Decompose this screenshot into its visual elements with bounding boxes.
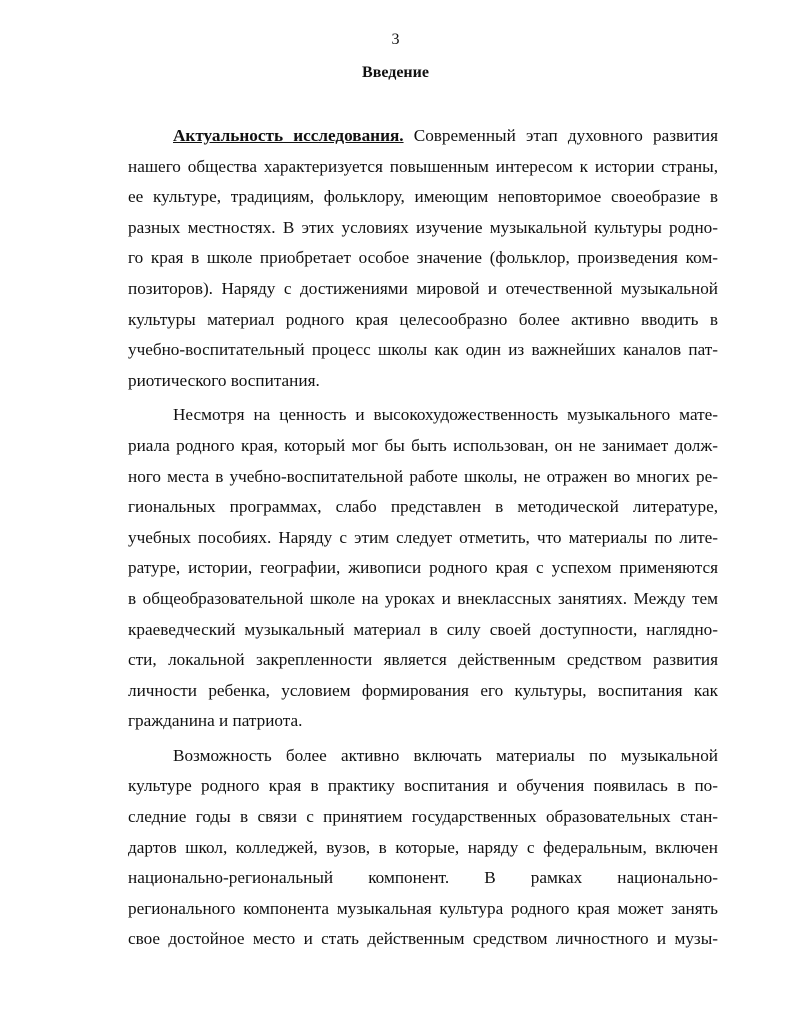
paragraph-line: Возможность более активно включать материалы по музыкальной — [173, 745, 718, 765]
body-text — [128, 121, 718, 955]
paragraph-line: культуре родного края в практику воспитания и обучения появилась в по- — [128, 776, 718, 796]
paragraph-lead: Актуальность исследования. — [173, 126, 404, 145]
paragraph-line: гиональных программах, слабо представлен в методической литературе, — [128, 497, 718, 517]
paragraph-line: ратуре, истории, географии, живописи родного края с успехом применяются — [128, 558, 718, 578]
paragraph-line: сти, локальной закрепленности является действенным средством развития — [128, 650, 718, 670]
paragraph-line: Актуальность исследования. Современный этап духовного развития — [173, 126, 718, 145]
paragraph-line: регионального компонента музыкальная культура родного края может занять — [128, 898, 718, 918]
paragraph-line: культуры материал родного края целесообразно более активно вводить в — [128, 309, 718, 329]
paragraph-line: свое достойное место и стать действенным средством личностного и музы- — [128, 929, 718, 949]
paragraph-line: го края в школе приобретает особое значение (фольклор, произведения ком- — [128, 248, 718, 268]
paragraph-line: национально-региональный компонент. В рамках национально- — [128, 868, 718, 888]
paragraph-line: риотического воспитания. — [128, 370, 320, 390]
paragraph-line: Несмотря на ценность и высокохудожественность музыкального мате- — [173, 405, 718, 425]
paragraph-line: краеведческий музыкальный материал в силу своей доступности, нагляднo- — [128, 619, 718, 639]
page-number: 3 — [391, 31, 400, 48]
paragraph-line: позиторов). Наряду с достижениями мировой и отечественной музыкальной — [128, 278, 718, 298]
paragraph-line: гражданина и патриота. — [128, 711, 303, 731]
paragraph-line: нашего общества характеризуется повышенным интересом к истории страны, — [128, 156, 718, 176]
paragraph-line: учебных пособиях. Наряду с этим следует отметить, что материалы по лите- — [128, 527, 718, 547]
paragraph-line: риала родного края, который мог бы быть использован, он не занимает долж- — [128, 435, 718, 455]
paragraph-line: учебно-воспитательный процесс школы как один из важнейших каналов пат- — [128, 340, 718, 360]
paragraph-line: разных местностях. В этих условиях изучение музыкальной культуры родно- — [128, 217, 718, 237]
section-title: Введение — [362, 64, 429, 81]
paragraph-line: личности ребенка, условием формирования его культуры, воспитания как — [128, 680, 718, 700]
paragraph-line: в общеобразовательной школе на уроках и внеклассных занятиях. Между тем — [128, 588, 718, 608]
paragraph-line: ее культуре, традициям, фольклору, имеющим неповторимое своеобразие в — [128, 187, 718, 207]
paragraph-line: ного места в учебно-воспитательной работе школы, не отражен во многих ре- — [128, 466, 718, 486]
paragraph-line: следние годы в связи с принятием государственных образовательных стан- — [128, 807, 718, 827]
paragraph-line: дартов школ, колледжей, вузов, в которые, наряду с федеральным, включен — [128, 837, 718, 857]
